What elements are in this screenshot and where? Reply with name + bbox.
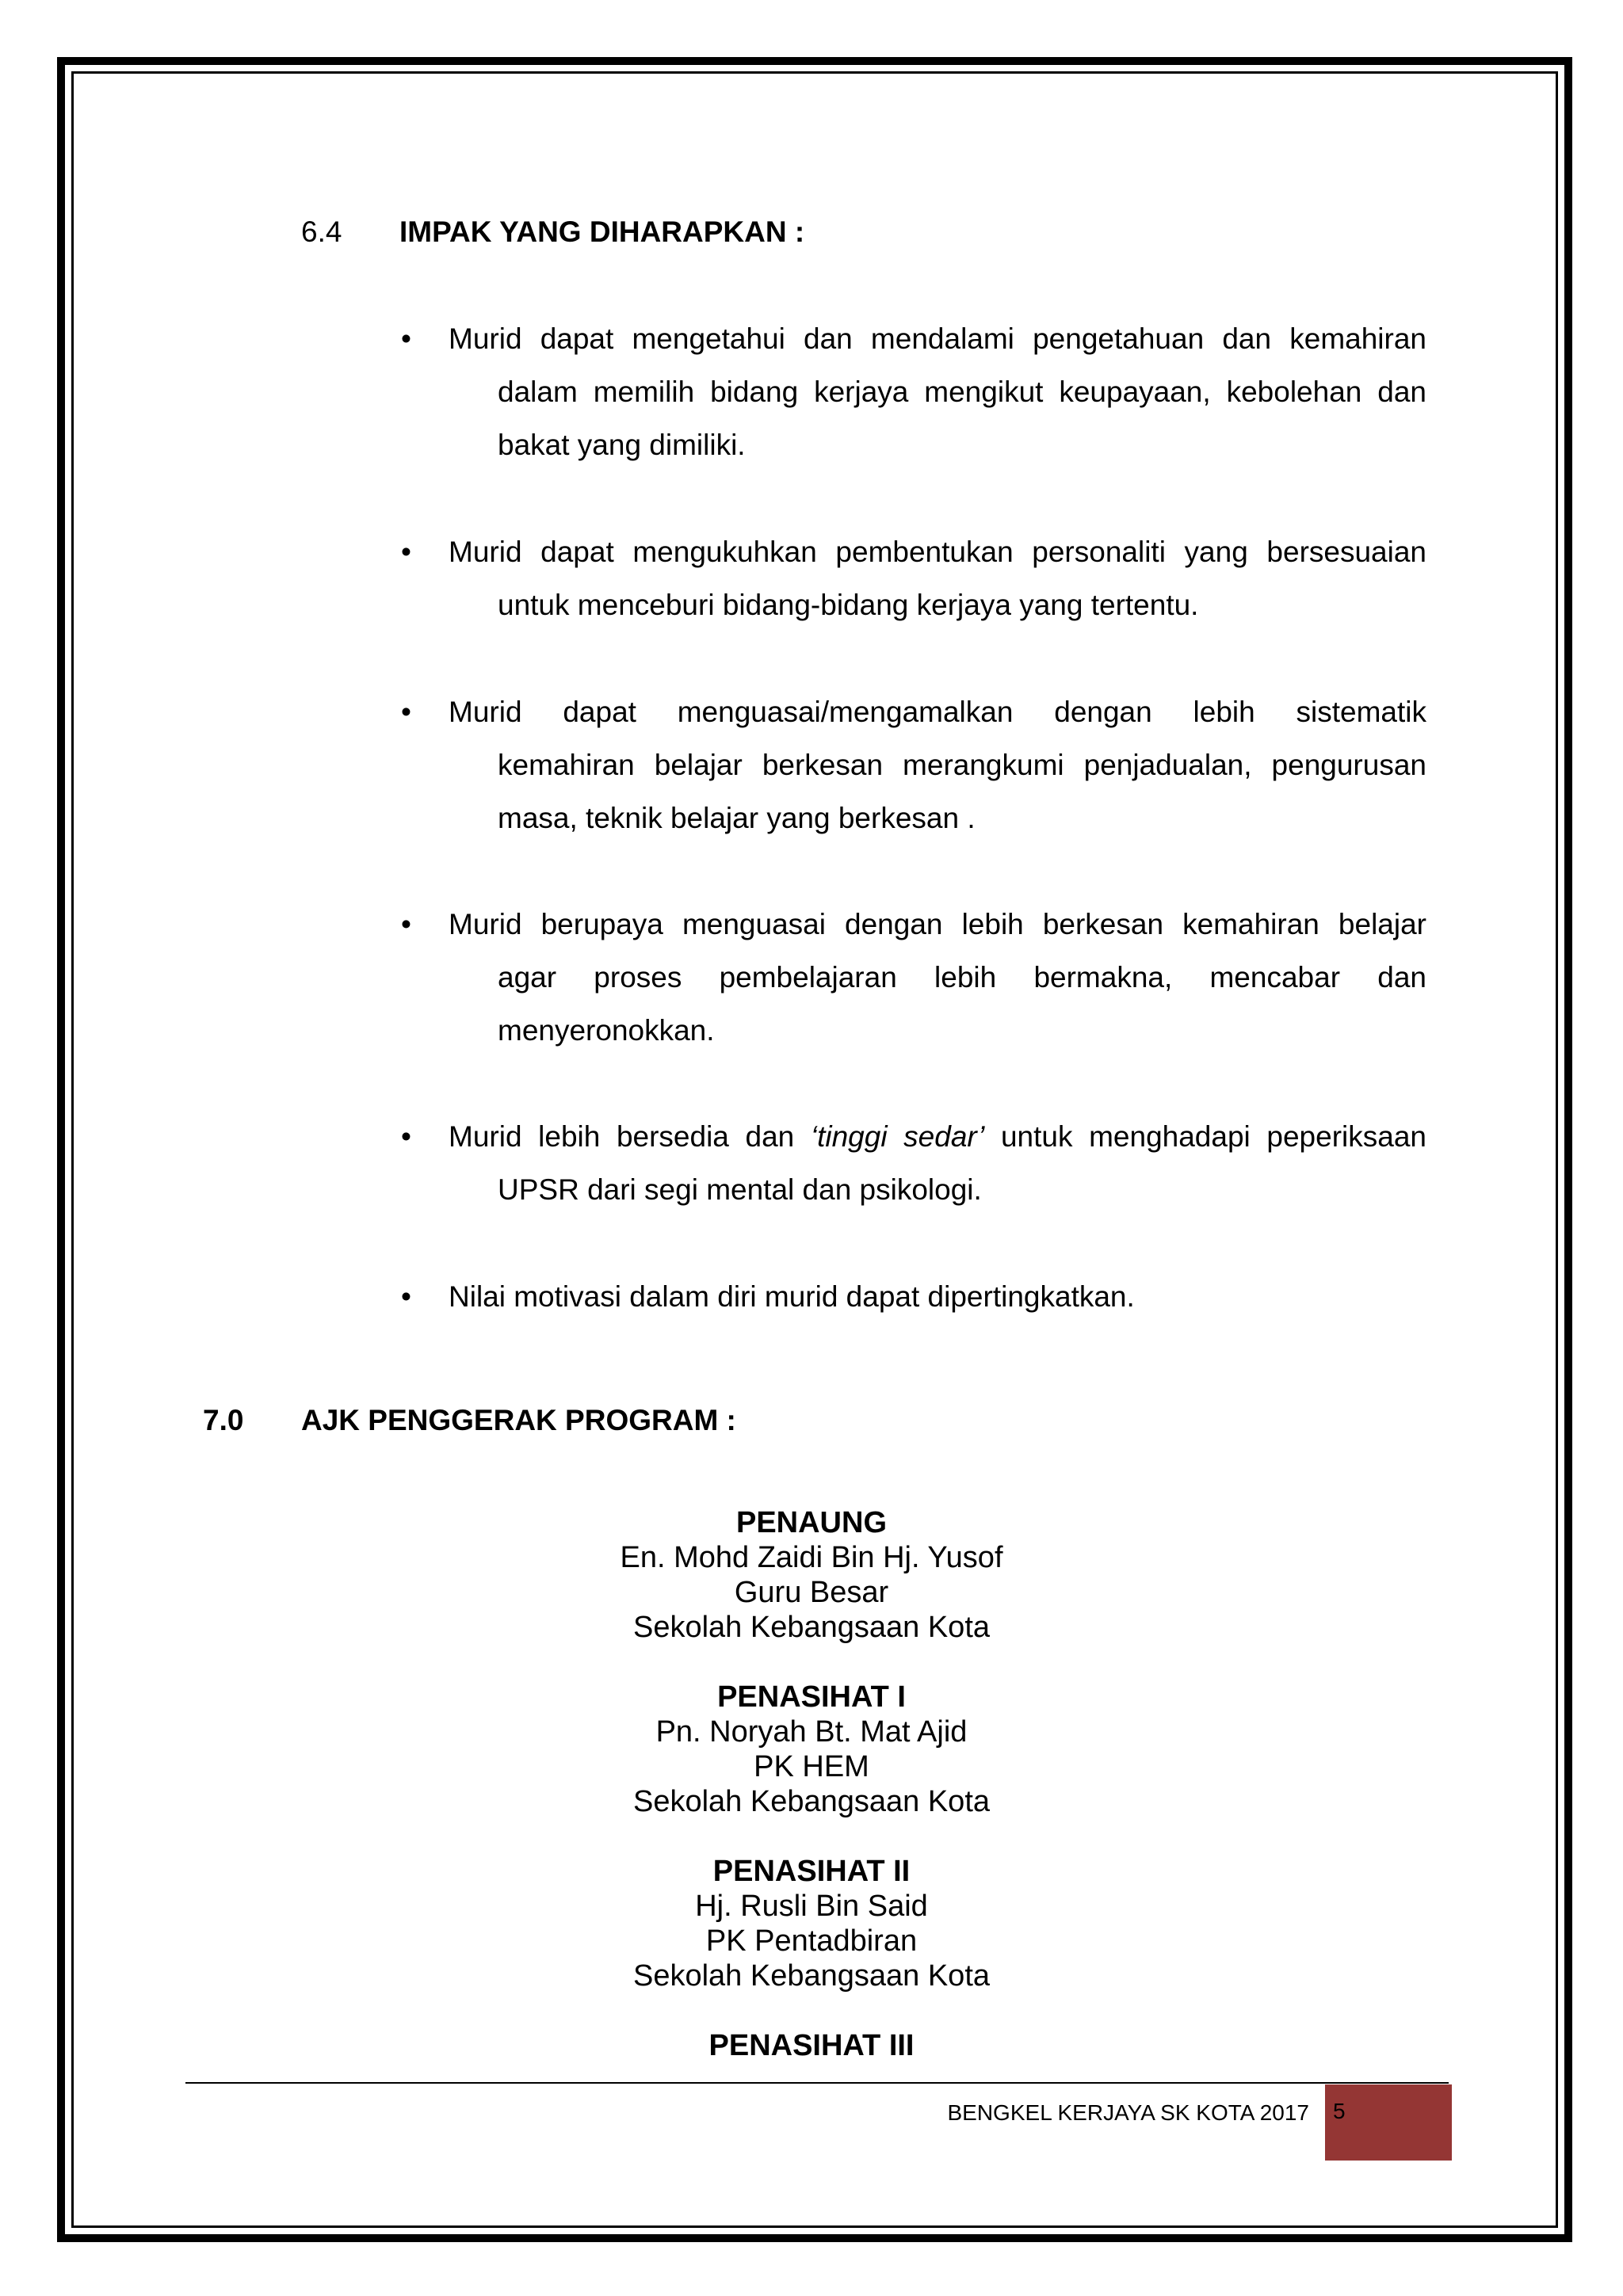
list-item-text: untuk menghadapi peperiksaan bbox=[984, 1120, 1426, 1153]
list-item bbox=[449, 525, 1426, 631]
list-item bbox=[449, 898, 1426, 1057]
committee-name: Pn. Noryah Bt. Mat Ajid bbox=[655, 1715, 968, 1749]
list-item-line: Murid dapat menguasai/mengamalkan dengan lebih sistematik bbox=[449, 696, 1426, 728]
page-number-box bbox=[1325, 2084, 1452, 2161]
bullet-symbol: • bbox=[401, 1280, 411, 1313]
committee-block-penasihat-3 bbox=[0, 2028, 1623, 2063]
committee-block-penasihat-1 bbox=[0, 1680, 1623, 1819]
page-number: 5 bbox=[1333, 2099, 1346, 2123]
list-item-line: dalam memilih bidang kerjaya mengikut keupayaan, kebolehan dan bbox=[498, 376, 1426, 408]
section-title-ajk: AJK PENGGERAK PROGRAM : bbox=[301, 1404, 736, 1436]
list-item-line: masa, teknik belajar yang berkesan . bbox=[498, 802, 976, 834]
footer-title: BENGKEL KERJAYA SK KOTA 2017 bbox=[947, 2100, 1309, 2125]
committee-list bbox=[0, 1505, 1623, 2098]
list-item-line: Nilai motivasi dalam diri murid dapat dipertingkatkan. bbox=[449, 1280, 1135, 1313]
committee-name: En. Mohd Zaidi Bin Hj. Yusof bbox=[620, 1541, 1003, 1574]
section-number-7-0: 7.0 bbox=[203, 1404, 244, 1436]
committee-school: Sekolah Kebangsaan Kota bbox=[632, 1611, 991, 1644]
list-item-line: kemahiran belajar berkesan merangkumi penjadualan, pengurusan bbox=[498, 749, 1426, 781]
list-item-text: Murid lebih bersedia dan bbox=[449, 1120, 811, 1153]
committee-position: Guru Besar bbox=[734, 1576, 889, 1609]
committee-role: PENASIHAT III bbox=[708, 2029, 915, 2062]
committee-school: Sekolah Kebangsaan Kota bbox=[632, 1785, 991, 1818]
list-item-line: Murid dapat mengetahui dan mendalami pengetahuan dan kemahiran bbox=[449, 322, 1426, 355]
list-item-line: UPSR dari segi mental dan psikologi. bbox=[498, 1173, 982, 1206]
committee-school: Sekolah Kebangsaan Kota bbox=[632, 1959, 991, 1993]
bullet-symbol: • bbox=[401, 322, 411, 355]
list-item bbox=[449, 312, 1426, 471]
section-number-6-4: 6.4 bbox=[301, 215, 342, 248]
committee-name: Hj. Rusli Bin Said bbox=[695, 1890, 928, 1923]
committee-block-penaung bbox=[0, 1505, 1623, 1645]
list-item bbox=[449, 685, 1426, 845]
list-item bbox=[449, 1110, 1426, 1216]
bullet-symbol: • bbox=[401, 1120, 411, 1153]
bullet-symbol: • bbox=[401, 908, 411, 940]
list-item-line: Murid berupaya menguasai dengan lebih berkesan kemahiran belajar bbox=[449, 908, 1426, 940]
emphasis-text: ‘tinggi sedar’ bbox=[810, 1120, 985, 1153]
list-item-line: agar proses pembelajaran lebih bermakna, mencabar dan bbox=[498, 961, 1426, 994]
section-title-impak: IMPAK YANG DIHARAPKAN : bbox=[399, 215, 805, 248]
list-item-line: untuk menceburi bidang-bidang kerjaya yang tertentu. bbox=[498, 589, 1199, 621]
bullet-symbol: • bbox=[401, 536, 411, 568]
committee-position: PK Pentadbiran bbox=[705, 1924, 918, 1958]
bullet-symbol: • bbox=[401, 696, 411, 728]
list-item-line: Murid dapat mengukuhkan pembentukan personaliti yang bersesuaian bbox=[449, 536, 1426, 568]
list-item-line: bakat yang dimiliki. bbox=[498, 429, 746, 461]
committee-role: PENAUNG bbox=[735, 1506, 888, 1539]
committee-position: PK HEM bbox=[754, 1750, 869, 1783]
committee-block-penasihat-2 bbox=[0, 1854, 1623, 1993]
list-item-line: menyeronokkan. bbox=[498, 1014, 715, 1047]
committee-role: PENASIHAT I bbox=[717, 1680, 906, 1714]
list-item bbox=[449, 1270, 1426, 1323]
footer-rule bbox=[185, 2082, 1449, 2084]
list-item-line bbox=[449, 1110, 1426, 1163]
committee-role: PENASIHAT II bbox=[712, 1855, 911, 1888]
